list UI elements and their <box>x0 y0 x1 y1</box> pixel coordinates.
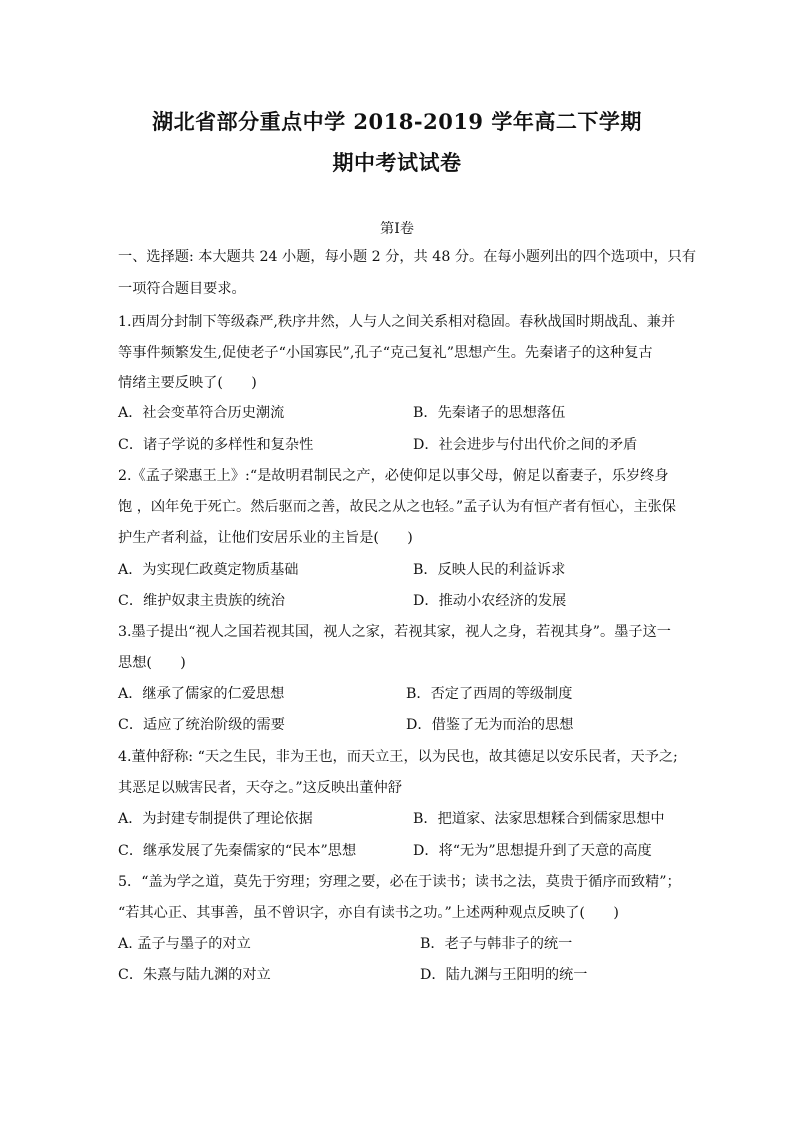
question-stem-line: 其恶足以贼害民者，天夺之。”这反映出董仲舒 <box>118 780 402 796</box>
option-d[interactable]: D．将“无为”思想提升到了天意的高度 <box>413 843 652 859</box>
question-stem-line: 2.《孟子梁惠王上》:“是故明君制民之产，必使仰足以事父母，俯足以畜妻子，乐岁终身 <box>118 468 669 484</box>
option-c[interactable]: C．维护奴隶主贵族的统治 <box>118 593 285 609</box>
question-stem-line: 4.董仲舒称: “天之生民，非为王也，而天立王，以为民也，故其德足以安乐民者，天予之; <box>118 749 678 765</box>
question-stem-line: 饱 ，凶年免于死亡。然后驱而之善，故民之从之也轻。”孟子认为有恒产者有恒心，主张保 <box>118 499 676 515</box>
volume-heading: 第Ⅰ卷 <box>380 221 414 237</box>
option-a[interactable]: A．为实现仁政奠定物质基础 <box>118 562 299 578</box>
question-stem-line: 5．“盖为学之道，莫先于穷理；穷理之要，必在于读书；读书之法，莫贵于循序而致精”； <box>118 874 681 890</box>
question-stem-line: 护生产者利益，让他们安居乐业的主旨是( ) <box>118 530 413 546</box>
instruction-line: 一项符合题目要求。 <box>118 281 246 297</box>
option-d[interactable]: D．借鉴了无为而治的思想 <box>406 717 574 733</box>
option-b[interactable]: B．先秦诸子的思想落伍 <box>413 405 566 421</box>
question-stem-line: 情绪主要反映了( ) <box>118 375 257 391</box>
question-stem-line: 3.墨子提出“视人之国若视其国，视人之家，若视其家，视人之身，若视其身”。墨子这一 <box>118 624 671 640</box>
option-b[interactable]: B．老子与韩非子的统一 <box>420 936 573 952</box>
instruction-line: 一、选择题: 本大题共 24 小题，每小题 2 分，共 48 分。在每小题列出的四个选项中，只有 <box>118 249 697 265</box>
option-a[interactable]: A．社会变革符合历史潮流 <box>118 405 285 421</box>
option-c[interactable]: C．继承发展了先秦儒家的“民本”思想 <box>118 843 357 859</box>
option-b[interactable]: B．反映人民的利益诉求 <box>413 562 566 578</box>
option-d[interactable]: D．推动小农经济的发展 <box>413 593 567 609</box>
option-c[interactable]: C．朱熹与陆九渊的对立 <box>118 967 271 983</box>
exam-title: 湖北省部分重点中学 2018-2019 学年高二下学期 <box>152 109 642 134</box>
question-stem-line: 1.西周分封制下等级森严,秩序井然，人与人之间关系相对稳固。春秋战国时期战乱、兼并 <box>118 314 676 330</box>
question-stem-line: “若其心正、其事善，虽不曾识字，亦自有读书之功。”上述两种观点反映了( ) <box>118 905 619 921</box>
option-c[interactable]: C．诸子学说的多样性和复杂性 <box>118 437 314 453</box>
option-d[interactable]: D．陆九渊与王阳明的统一 <box>420 967 588 983</box>
question-stem-line: 等事件频繁发生,促使老子“小国寡民”,孔子“克己复礼”思想产生。先秦诸子的这种复古 <box>118 345 653 361</box>
exam-subtitle: 期中考试试卷 <box>332 150 462 175</box>
option-c[interactable]: C．适应了统治阶级的需要 <box>118 717 285 733</box>
question-stem-line: 思想( ) <box>118 655 186 671</box>
option-a[interactable]: A．继承了儒家的仁爱思想 <box>118 686 285 702</box>
option-a[interactable]: A．为封建专制提供了理论依据 <box>118 811 313 827</box>
option-d[interactable]: D．社会进步与付出代价之间的矛盾 <box>413 437 638 453</box>
option-a[interactable]: A. 孟子与墨子的对立 <box>118 936 251 952</box>
option-b[interactable]: B．把道家、法家思想糅合到儒家思想中 <box>413 811 665 827</box>
option-b[interactable]: B．否定了西周的等级制度 <box>406 686 573 702</box>
